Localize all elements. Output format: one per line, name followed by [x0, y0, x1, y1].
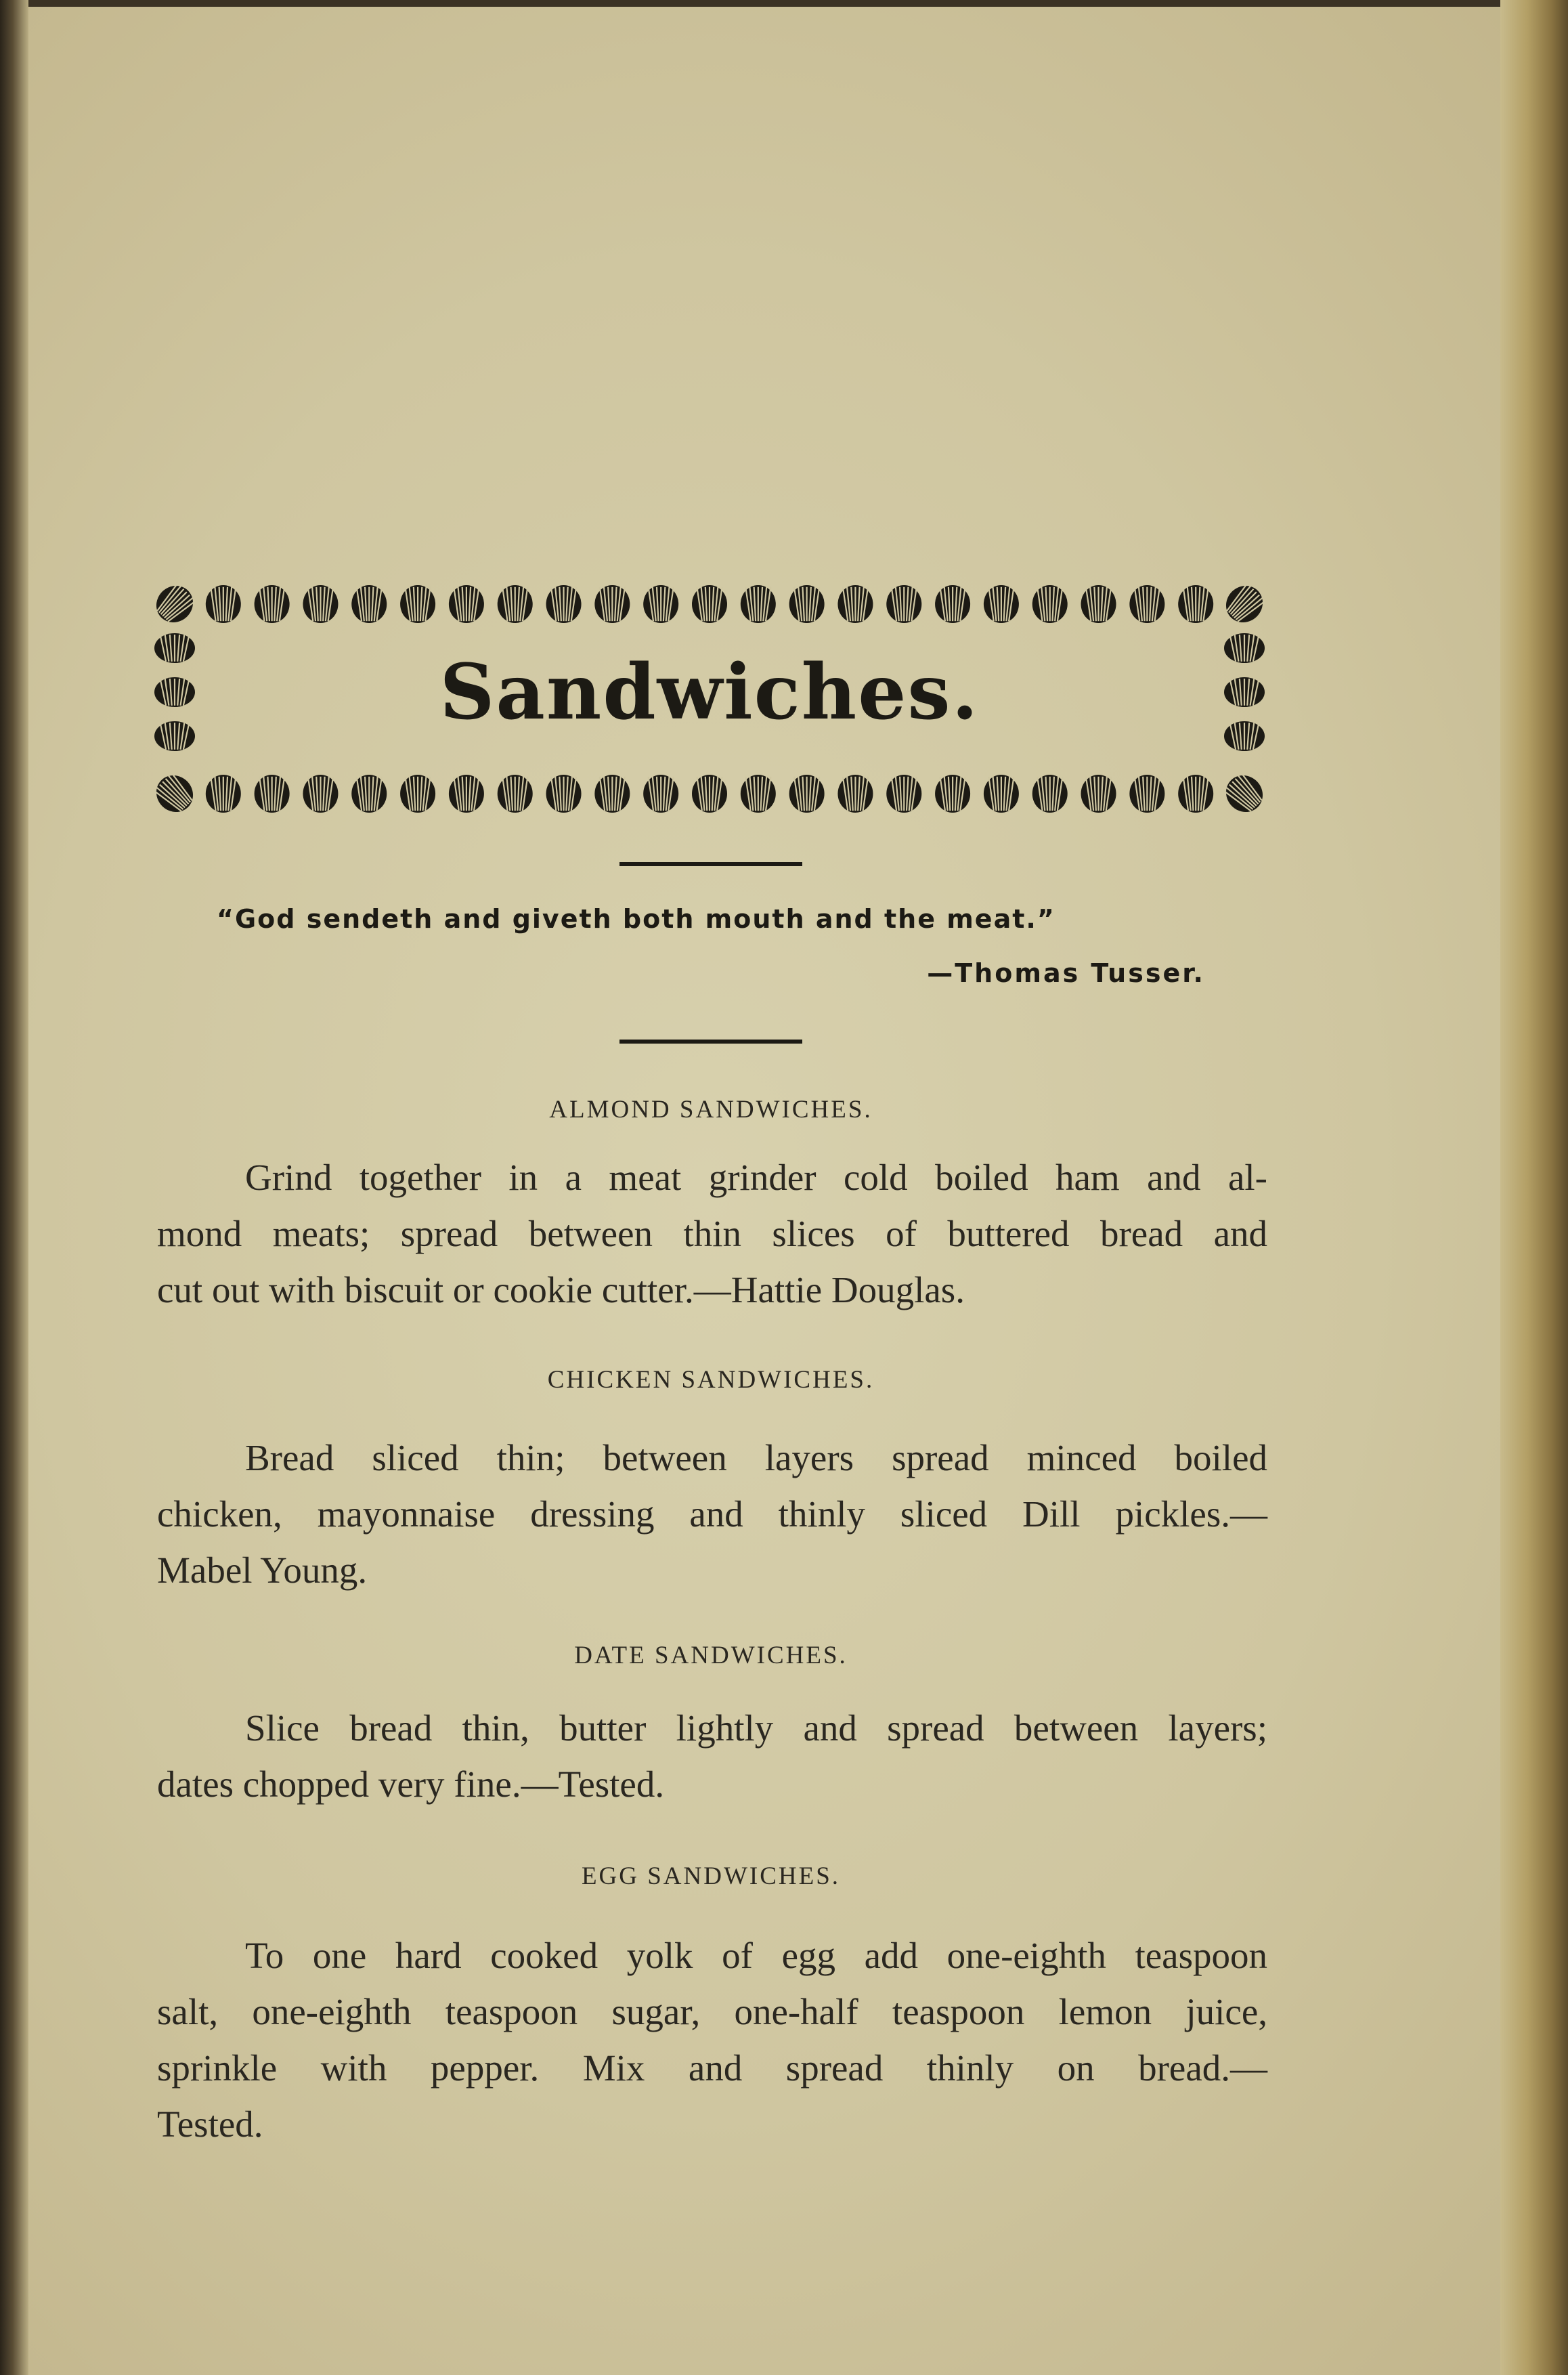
shell-ornament-icon: [546, 775, 582, 813]
recipe-heading: EGG SANDWICHES.: [581, 1862, 841, 1890]
shell-ornament-icon: [789, 775, 825, 813]
divider-rule: [619, 1040, 802, 1044]
shell-ornament-icon: [1081, 585, 1116, 623]
shell-ornament-icon: [206, 585, 241, 623]
recipe-line: Tested.: [157, 2103, 263, 2145]
recipe-line: salt, one-eighth teaspoon sugar, one-half teaspoon lemon juice,: [157, 1991, 1267, 2032]
shell-ornament-icon: [449, 585, 484, 623]
shell-ornament-icon: [741, 585, 776, 623]
shell-ornament-icon: [984, 775, 1019, 813]
shell-ornament-icon: [837, 775, 873, 813]
shell-ornament-icon: [1032, 775, 1068, 813]
epigraph-attribution: —Thomas Tusser.: [927, 958, 1205, 988]
shell-ornament-icon: [692, 775, 727, 813]
shell-ornament-icon: [594, 775, 630, 813]
recipe-line: Slice bread thin, butter lightly and spread between layers;: [245, 1707, 1267, 1749]
shell-ornament-icon: [498, 585, 533, 623]
recipe-heading: DATE SANDWICHES.: [574, 1642, 848, 1669]
shell-ornament-icon: [400, 585, 435, 623]
shell-ornament-icon: [1129, 775, 1164, 813]
recipe-body: [157, 1927, 1267, 2152]
recipe-line: Bread sliced thin; between layers spread minced boiled: [245, 1437, 1267, 1478]
recipe-line: dates chopped very fine.—Tested.: [157, 1763, 665, 1805]
shell-ornament-icon: [351, 775, 387, 813]
shell-ornament-icon: [935, 775, 970, 813]
shell-ornament-icon: [498, 775, 533, 813]
recipe-line: chicken, mayonnaise dressing and thinly sliced Dill pickles.—: [157, 1493, 1267, 1535]
recipe-body: [157, 1700, 1267, 1812]
shell-ornament-icon: [154, 768, 200, 814]
shell-ornament-icon: [741, 775, 776, 813]
shell-ornament-icon: [1178, 585, 1213, 623]
shell-ornament-icon: [255, 585, 290, 623]
shell-ornament-icon: [546, 585, 582, 623]
page-edges: [1500, 0, 1568, 2375]
shell-ornament-icon: [1219, 584, 1265, 630]
shell-ornament-icon: [255, 775, 290, 813]
shell-ornament-icon: [449, 775, 484, 813]
recipe-body: [157, 1430, 1267, 1598]
shell-ornament-icon: [886, 585, 921, 623]
shell-ornament-icon: [1129, 585, 1164, 623]
top-edge: [0, 0, 1568, 7]
shell-ornament-icon: [643, 775, 678, 813]
recipe-body: [157, 1149, 1267, 1318]
divider-rule: [619, 862, 802, 866]
shell-ornament-icon: [594, 585, 630, 623]
recipe-line: sprinkle with pepper. Mix and spread thinly on bread.—: [157, 2047, 1267, 2089]
shell-ornament-icon: [303, 585, 338, 623]
shell-ornament-icon: [1032, 585, 1068, 623]
recipe-line: cut out with biscuit or cookie cutter.—Hattie Douglas.: [157, 1269, 965, 1310]
shell-ornament-icon: [351, 585, 387, 623]
page-title: Sandwiches.: [439, 648, 980, 737]
shell-ornament-icon: [400, 775, 435, 813]
shell-ornament-icon: [1178, 775, 1213, 813]
shell-ornament-icon: [692, 585, 727, 623]
title-frame: [154, 584, 1265, 814]
shell-ornament-icon: [206, 775, 241, 813]
shell-ornament-icon: [935, 585, 970, 623]
shell-ornament-icon: [154, 584, 200, 630]
shell-ornament-icon: [1081, 775, 1116, 813]
shell-ornament-icon: [837, 585, 873, 623]
recipe-line: Mabel Young.: [157, 1549, 368, 1591]
recipe-heading: CHICKEN SANDWICHES.: [547, 1366, 875, 1394]
shell-ornament-icon: [643, 585, 678, 623]
recipe-heading: ALMOND SANDWICHES.: [549, 1096, 873, 1124]
epigraph-quote: “God sendeth and giveth both mouth and the meat.”: [217, 904, 1055, 934]
recipe-line: mond meats; spread between thin slices of buttered bread and: [157, 1213, 1267, 1254]
shell-ornament-icon: [984, 585, 1019, 623]
shell-ornament-icon: [1219, 768, 1265, 814]
shell-ornament-icon: [789, 585, 825, 623]
recipe-line: To one hard cooked yolk of egg add one-eighth teaspoon: [245, 1935, 1267, 1976]
shell-ornament-icon: [303, 775, 338, 813]
shell-ornament-icon: [886, 775, 921, 813]
recipe-line: Grind together in a meat grinder cold boiled ham and al-: [245, 1157, 1267, 1198]
book-binding: [0, 0, 28, 2375]
